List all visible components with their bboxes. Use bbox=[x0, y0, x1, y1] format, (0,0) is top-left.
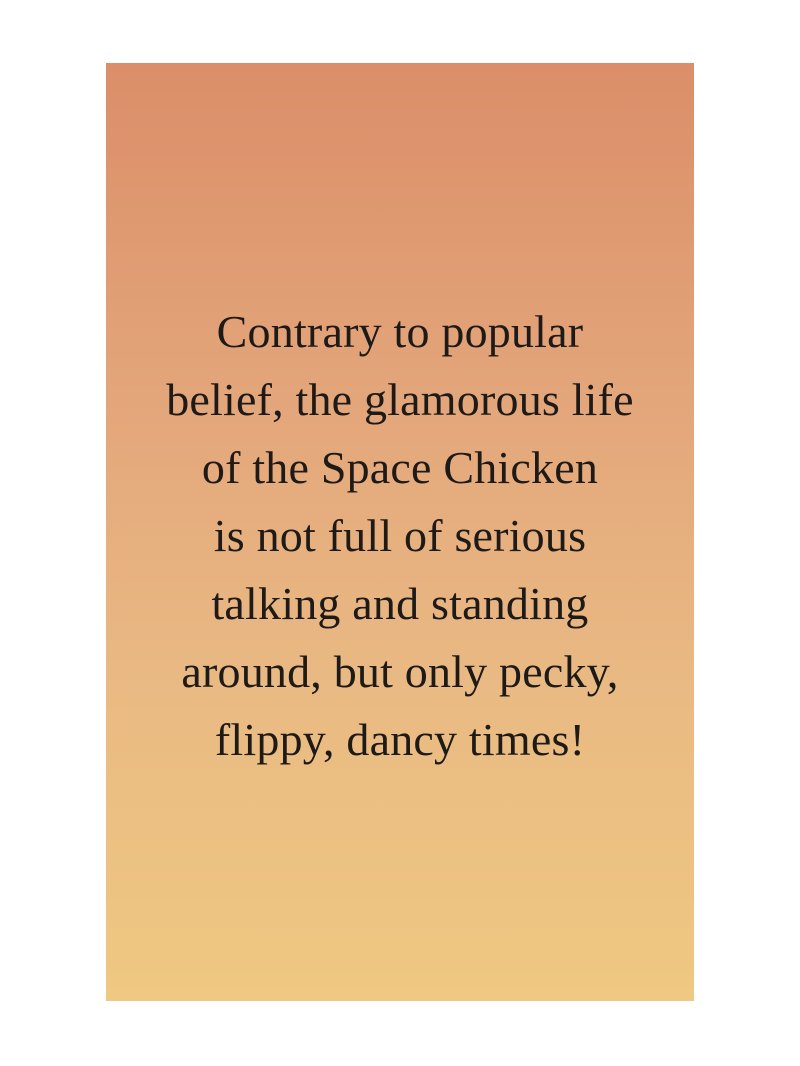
gradient-text-panel bbox=[106, 63, 694, 1001]
caption-line-5: talking and standing bbox=[211, 578, 589, 629]
caption-line-7: flippy, dancy times! bbox=[214, 714, 586, 765]
caption-text bbox=[166, 298, 634, 774]
caption-line-6: around, but only pecky, bbox=[181, 646, 619, 697]
caption-line-3: of the Space Chicken bbox=[201, 442, 599, 493]
caption-line-2: belief, the glamorous life bbox=[166, 374, 634, 425]
caption-line-4: is not full of serious bbox=[213, 510, 587, 561]
caption-line-1: Contrary to popular bbox=[216, 306, 584, 357]
